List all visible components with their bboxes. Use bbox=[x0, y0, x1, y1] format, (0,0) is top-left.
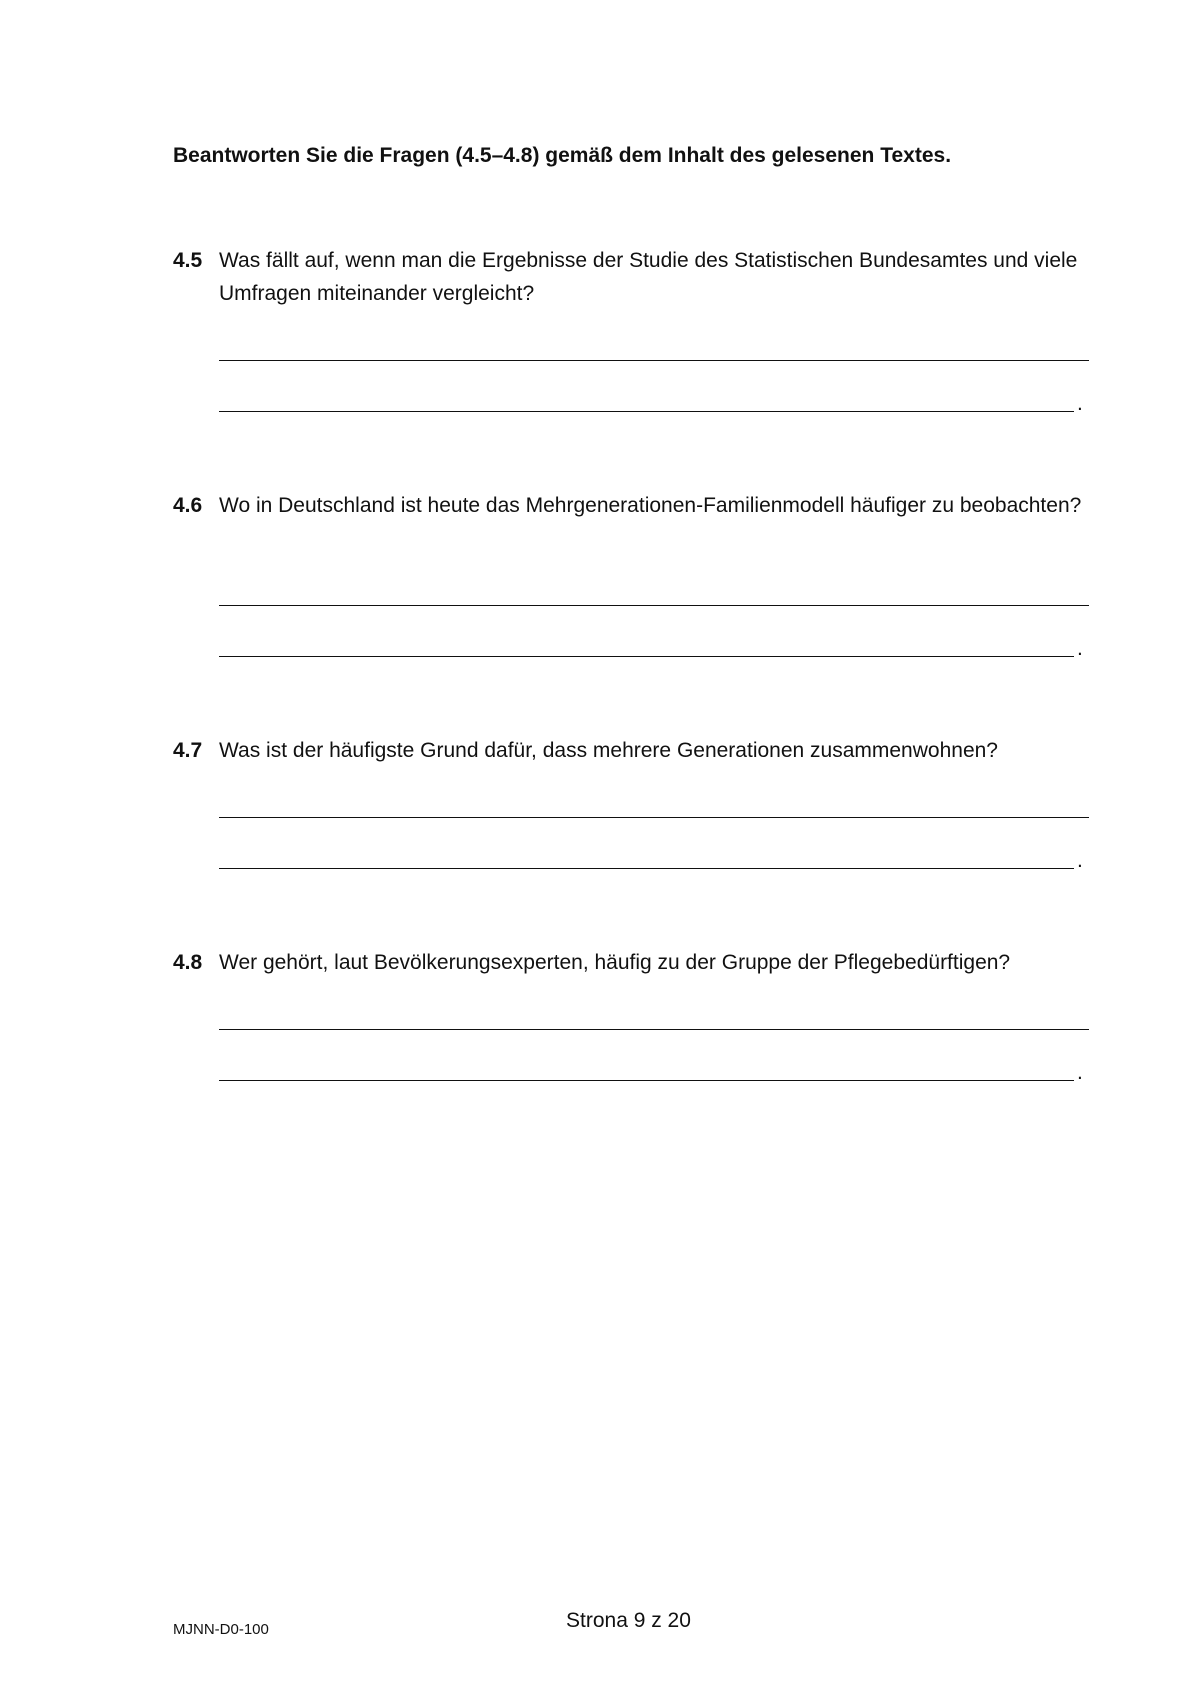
answer-line-1[interactable] bbox=[219, 817, 1089, 818]
exam-code: MJNN-D0-100 bbox=[173, 1621, 269, 1638]
line-end-period: . bbox=[1077, 1061, 1083, 1084]
question-number: 4.6 bbox=[173, 494, 203, 517]
question-4-5 bbox=[173, 244, 1093, 415]
answer-line-1[interactable] bbox=[219, 360, 1089, 361]
question-text: Wo in Deutschland ist heute das Mehrgenerationen-Familienmodell häufiger zu beobachten? bbox=[219, 494, 1082, 517]
answer-line-2[interactable] bbox=[219, 411, 1074, 412]
question-text: Was ist der häufigste Grund dafür, dass mehrere Generationen zusammenwohnen? bbox=[219, 739, 998, 762]
answer-line-1[interactable] bbox=[219, 605, 1089, 606]
question-number: 4.5 bbox=[173, 249, 203, 272]
line-end-period: . bbox=[1077, 849, 1083, 872]
question-text: Wer gehört, laut Bevölkerungsexperten, häufig zu der Gruppe der Pflegebedürftigen? bbox=[219, 951, 1011, 974]
question-text: Was fällt auf, wenn man die Ergebnisse der Studie des Statistischen Bundesamtes und viele Umfragen miteinander vergleicht? bbox=[219, 249, 1078, 305]
instruction-heading: Beantworten Sie die Fragen (4.5–4.8) gemäß dem Inhalt des gelesenen Textes. bbox=[173, 144, 952, 167]
question-number: 4.8 bbox=[173, 951, 203, 974]
answer-line-1[interactable] bbox=[219, 1029, 1089, 1030]
question-4-7 bbox=[173, 734, 1093, 872]
question-4-8 bbox=[173, 946, 1093, 1084]
question-number: 4.7 bbox=[173, 739, 203, 762]
page-number: Strona 9 z 20 bbox=[566, 1609, 691, 1632]
answer-line-2[interactable] bbox=[219, 656, 1074, 657]
answer-line-2[interactable] bbox=[219, 868, 1074, 869]
line-end-period: . bbox=[1077, 637, 1083, 660]
line-end-period: . bbox=[1077, 392, 1083, 415]
question-4-6 bbox=[173, 489, 1093, 660]
answer-line-2[interactable] bbox=[219, 1080, 1074, 1081]
